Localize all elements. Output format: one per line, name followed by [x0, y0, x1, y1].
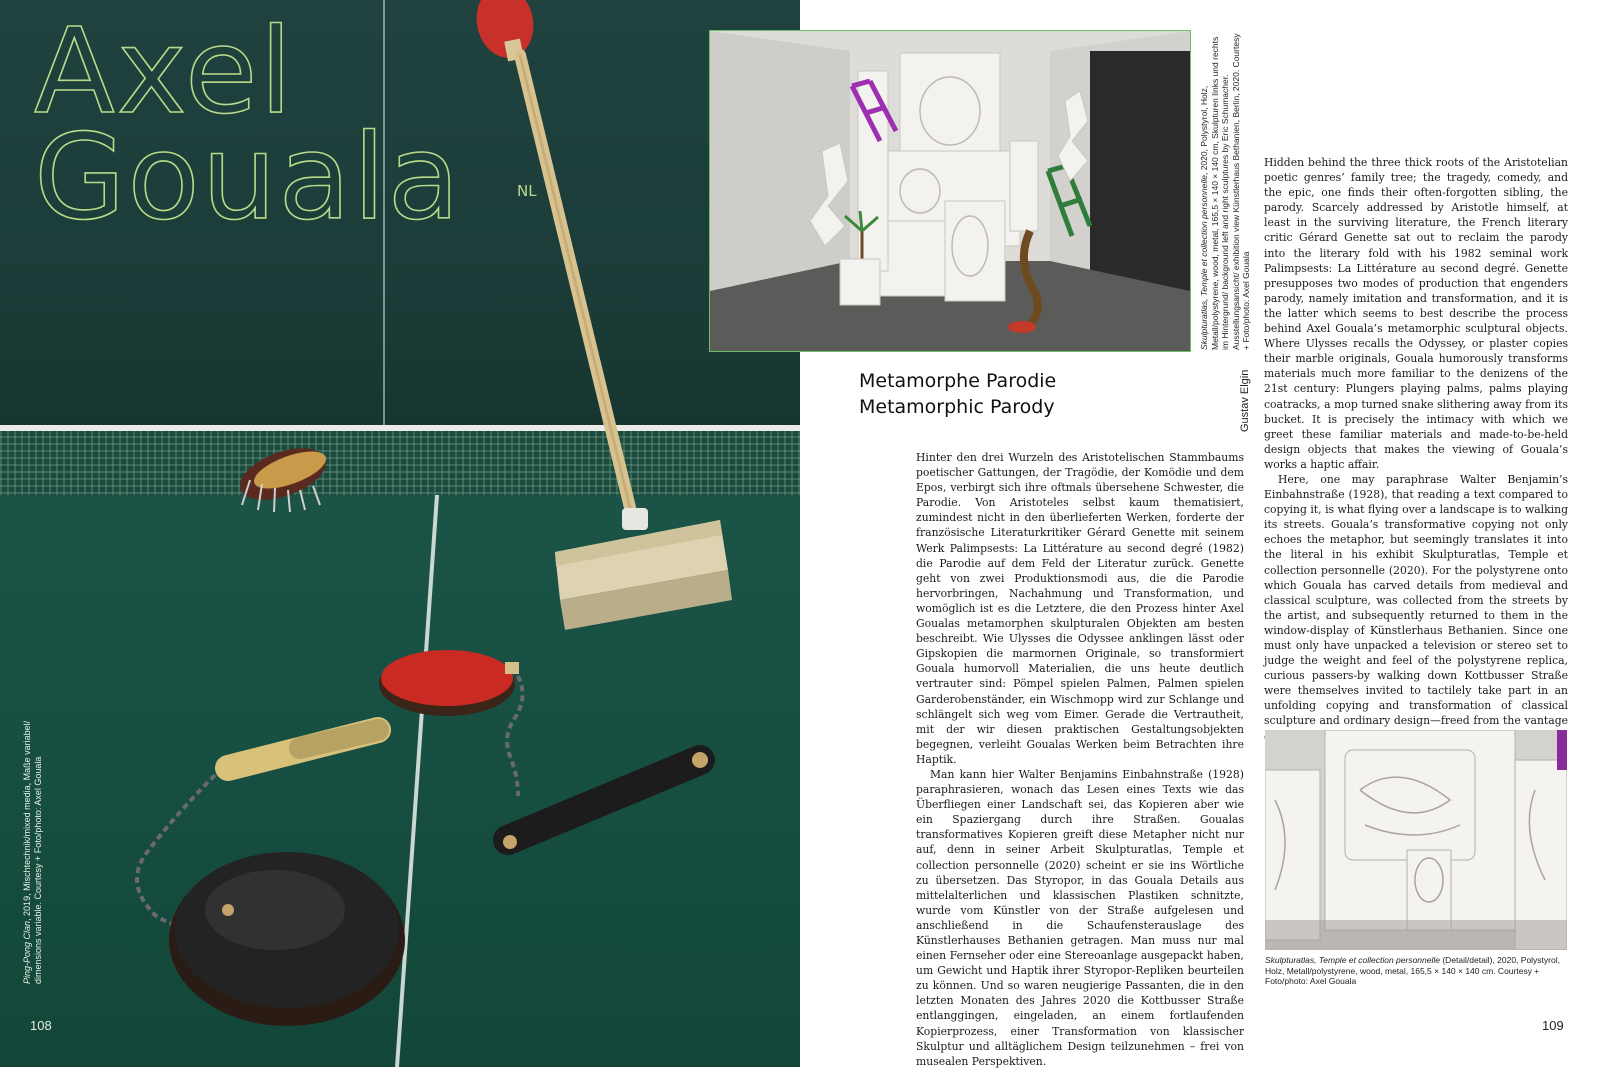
- german-paragraph-1: Hinter den drei Wurzeln des Aristotelischen Stammbaums poetischer Gattungen, der Tragödie, der Komödie und dem Epos, verbirgt sich ihre oftmals übersehene Schwester, die Parodie. Von Aristoteles selbst kaum thematisiert, zumindest nicht in den überlieferten Werken, forderte der französische Literaturkritiker Gérard Genette mit seinem Werk Palimpsests: La Littérature au second degré (1982) die Parodie auf dem Feld der Literatur zurück. Genette geht von zwei Produktionsmodi aus, die die Parodie hervorbringen, Nachahmung und Transformation, und womöglich ist es die Letztere, die den Prozess hinter Axel Goualas metamorphen skulpturalen Objekten am besten beschreibt. Wie Ulysses die Odyssee anklingen lässt oder Gipskopien die marmornen Originale, so transformiert Gouala humorvoll Materialien, die uns heute deutlich vertrauter sind: Pömpel spielen Palmen, Palmen spielen Garderobenständer, ein Wischmopp wird zur Schlange und schlängelt sich weg vom Eimer. Gerade die Vertrautheit, mit der wir diesen praktischen Gestaltungsobjekten begegnen, verleiht Goualas Werken beim Betrachten ihre Haptik.: [916, 451, 1244, 766]
- gallery-installation-photo: [709, 30, 1191, 352]
- english-text-column: [1264, 155, 1568, 744]
- gallery-photo-art: [710, 31, 1190, 351]
- country-code: NL: [517, 182, 537, 200]
- black-paddle-object: [169, 852, 405, 1026]
- spiked-brush-object: [233, 438, 333, 512]
- left-photo-caption: [22, 704, 44, 984]
- gallery-photo-caption: [1199, 30, 1252, 350]
- german-text-column: [916, 450, 1244, 1069]
- detail-caption-rest: (Detail/detail), 2020, Polystyrol, Holz, Metall/polystyrene, wood, metal, 165,5 × 140 × 140 cm. Courtesy + Foto/photo: Axel Gouala: [1265, 955, 1560, 986]
- page-number-left: 108: [30, 1018, 52, 1033]
- artist-name-title: [34, 2, 462, 246]
- english-paragraph-1: Hidden behind the three thick roots of the Aristotelian poetic genres’ family tree; the tragedy, comedy, and the epic, one finds their often-forgotten sibling, the parody. Scarcely addressed by Aristotle himself, at least in the surviving literature, the French literary critic Gérard Genette sat out to reclaim the parody into the literary fold with his 1982 seminal work Palimpsests: La Littérature au second degré. Genette presupposes two modes of production that engenders parody, namely imitation and transformation, and it is the latter which seems to best describe the process behind Axel Gouala’s metamorphic sculptural objects. Where Ulysses recalls the Odyssey, or plaster copies their marble originals, Gouala humorously transforms materials much more familiar to the denizens of the 21st century: Plungers playing palms, palms playing coatracks, a mop turned snake slithering away from its bucket. It is precisely the intimacy with which we greet these familiar materials and made-to-be-held design objects that makes the viewing of Gouala’s works a haptic affair.: [1264, 156, 1568, 471]
- article-title-en: Metamorphic Parody: [859, 396, 1055, 418]
- left-page: [0, 0, 800, 1067]
- left-caption-title: Ping-Pong Clan: [22, 920, 32, 984]
- gallery-caption-title: Skulpturatlas, Temple et collection personnelle: [1199, 175, 1209, 350]
- detail-caption-title: Skulpturatlas, Temple et collection personnelle: [1265, 955, 1440, 965]
- gallery-caption-rest: , 2020, Polystyrol, Holz, Metall/polystyrene, wood, metal, 165,5 × 140 × 140 cm, Skulpturen links und rechts im Hintergrund/ background left and right sculptures by Eric Schumacher. Ausstellungsansicht/ exhibition view Künstlerhaus Bethanien, Berlin, 2020. Courtesy + Foto/photo: Axel Gouala: [1199, 33, 1251, 350]
- article-title-de: Metamorphe Parodie: [859, 370, 1057, 392]
- artist-first-name: Axel: [34, 2, 295, 140]
- broom-object: [470, 0, 732, 630]
- author-name: Gustav Elgin: [1239, 369, 1251, 432]
- sculpture-detail-photo: [1265, 730, 1567, 950]
- detail-photo-caption: [1265, 955, 1567, 987]
- page-number-right: 109: [1542, 1018, 1564, 1033]
- detail-photo-art: [1265, 730, 1567, 950]
- artist-last-name: Gouala: [34, 108, 462, 246]
- english-paragraph-2: Here, one may paraphrase Walter Benjamin’s Einbahnstraße (1928), that reading a text compared to copying it, is what flying over a landscape is to walking its streets. Gouala’s transformative copying not only echoes the metaphor, but seemingly translates it into the literal in his exhibit Skulpturatlas, Temple et collection personnelle (2020). For the polystyrene onto which Gouala has carved details from medieval and classical sculpture, was collected from the streets by the artist, and subsequently returned to them in the window-display of Künstlerhaus Bethanien. Since one must only have unpacked a television or stereo set to judge the weight and feel of the polystyrene replica, curious passers-by walking down Kottbusser Straße were themselves invited to tactilely take part in an unfolding copying and transformation of classical sculpture and ordinary design—freed from the vantage: [1264, 472, 1568, 728]
- red-paddle-object: [379, 650, 523, 796]
- black-handle-object: [503, 752, 708, 849]
- left-caption-rest: , 2019, Mischtechnik/mixed media, Maße variabel/ dimensions variable. Courtesy + Foto/photo: Axel Gouala: [22, 720, 43, 984]
- german-paragraph-2: Man kann hier Walter Benjamins Einbahnstraße (1928) paraphrasieren, wonach das Lesen eines Texts wie das Überfliegen einer Landschaft sei, das Kopieren aber wie ein Spaziergang durch ihre Straßen. Goualas transformatives Kopieren greift diese Metapher nicht nur auf, denn in seiner Arbeit Skulpturatlas, Temple et collection personnelle (2020) scheint er sie ins Wörtliche zu übersetzen. Das Styropor, in das Gouala Details aus mittelalterlichen und klassischen Plastiken schnitzte, wurde vom Künstler von der Straße aufgelesen und anschließend in die Schaufensterauslage des Künstlerhauses Bethanien getragen. Man muss nur mal einen Fernseher oder eine Stereoanlage ausgepackt haben, um Gewicht und Haptik ihrer Styropor-Repliken beurteilen zu können. Und so waren neugierige Passanten, die in den letzten Monaten des Jahres 2020 die Kottbusser Straße entlanggingen, eingeladen, an einem fortlaufenden Kopierprozess, einer Transformation von klassischer Skulptur und alltäglichem Design teilzunehmen – frei von musealen Perspektiven.: [916, 767, 1244, 1068]
- article-title: [859, 368, 1056, 420]
